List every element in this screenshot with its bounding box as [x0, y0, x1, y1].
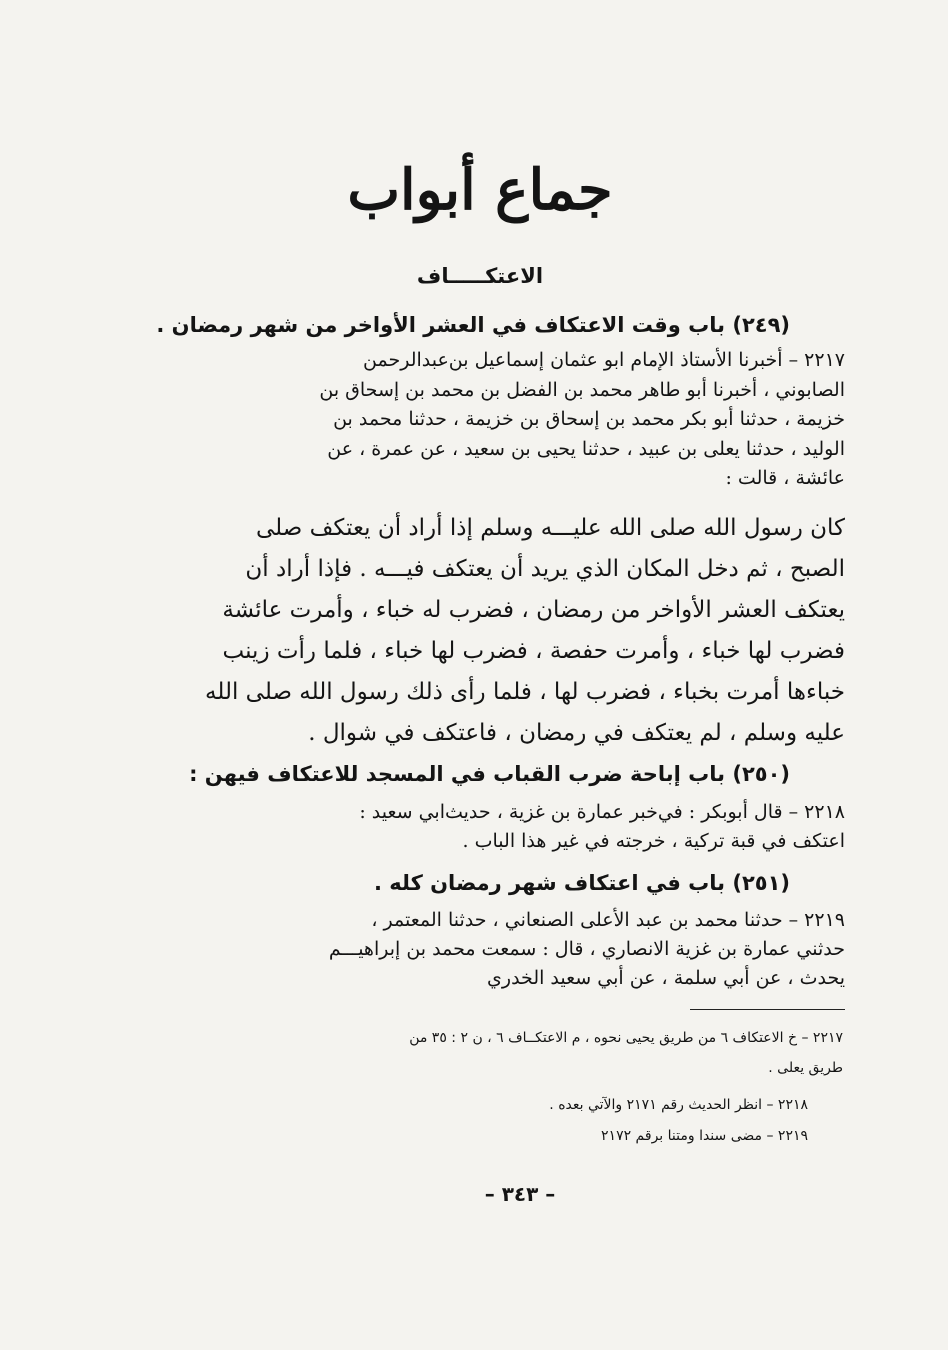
- text-line: يحدث ، عن أبي سلمة ، عن أبي سعيد الخدري: [487, 967, 845, 989]
- text-line: خزيمة ، حدثنا أبو بكر محمد بن إسحاق بن خزيمة ، حدثنا محمد بن: [333, 408, 845, 430]
- section-title: الاعتكـــــاف: [416, 264, 544, 288]
- hadith-2217-isnad: [195, 346, 845, 494]
- chapter-heading-249: (٢٤٩) باب وقت الاعتكاف في العشر الأواخر من شهر رمضان .: [156, 313, 790, 337]
- footnote-2217: ٢٢١٧ – خ الاعتكاف ٦ من طريق يحيى نحوه ، م الاعتكــاف ٦ ، ن ٢ : ٣٥ من: [409, 1030, 843, 1046]
- page-number: – ٣٤٣ –: [484, 1182, 556, 1206]
- hadith-2218: [195, 798, 845, 856]
- footnote-2219: ٢٢١٩ – مضى سندا ومتنا برقم ٢١٧٢: [601, 1128, 808, 1144]
- text-line: الوليد ، حدثنا يعلى بن عبيد ، حدثنا يحيى بن سعيد ، عن عمرة ، عن: [327, 437, 845, 460]
- text-line: يعتكف العشر الأواخر من رمضان ، فضرب له خباء ، وأمرت عائشة: [222, 597, 845, 623]
- text-line: ٢٢١٩ – حدثنا محمد بن عبد الأعلى الصنعاني ، حدثنا المعتمر ،: [371, 909, 845, 931]
- chapter-heading-250: (٢٥٠) باب إباحة ضرب القباب في المسجد للاعتكاف فيهن :: [189, 762, 790, 786]
- footnote-2217-cont: طريق يعلى .: [768, 1060, 843, 1076]
- text-line: ٢٢١٧ – أخبرنا الأستاذ الإمام ابو عثمان إسماعيل بن‌عبدالرحمن: [363, 349, 845, 371]
- chapter-heading-251: (٢٥١) باب في اعتكاف شهر رمضان كله .: [374, 871, 790, 895]
- text-line: خباءها أمرت بخباء ، فضرب لها ، فلما رأى ذلك رسول الله صلى الله: [205, 679, 845, 705]
- page-title: جماع أبواب: [347, 157, 613, 223]
- text-line: الصابوني ، أخبرنا أبو طاهر محمد بن الفضل بن محمد بن إسحاق بن: [319, 378, 845, 401]
- text-line: فضرب لها خباء ، وأمرت حفصة ، فضرب لها خباء ، فلما رأت زينب: [222, 638, 845, 664]
- hadith-2217-matn: [195, 508, 845, 754]
- text-line: ٢٢١٨ – قال أبوبكر : في‌خبر عمارة بن غزية ، حديث‌ابي سعيد :: [359, 801, 845, 823]
- footnote-divider: [690, 1009, 845, 1010]
- text-line: اعتكف في قبة تركية ، خرجته في غير هذا الباب .: [462, 830, 845, 852]
- text-line: الصبح ، ثم دخل المكان الذي يريد أن يعتكف فيـــه . فإذا أراد أن: [245, 556, 845, 582]
- hadith-2219: [195, 906, 845, 993]
- text-line: عائشة ، قالت :: [725, 467, 845, 489]
- text-line: عليه وسلم ، لم يعتكف في رمضان ، فاعتكف في شوال .: [308, 720, 845, 746]
- footnote-2218: ٢٢١٨ – انظر الحديث رقم ٢١٧١ والآتي بعده .: [549, 1097, 808, 1113]
- text-line: حدثني عمارة بن غزية الانصاري ، قال : سمعت محمد بن إبراهيـــم: [328, 938, 845, 960]
- text-line: كان رسول الله صلى الله عليـــه وسلم إذا أراد أن يعتكف صلى: [255, 515, 845, 541]
